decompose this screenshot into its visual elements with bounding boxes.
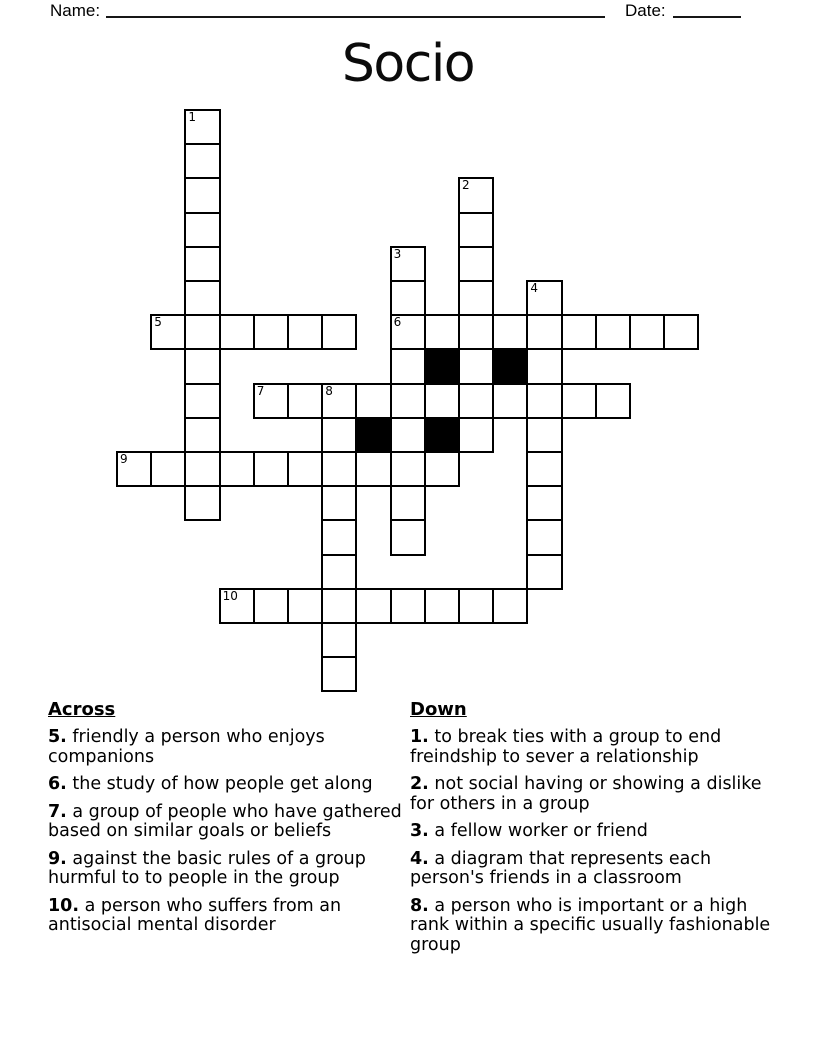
clue-text: against the basic rules of a group hurmful to to people in the group	[48, 848, 366, 888]
grid-cell[interactable]	[184, 314, 220, 350]
grid-cell[interactable]	[219, 588, 255, 624]
cell-number: 6	[393, 315, 402, 330]
clue-item	[410, 728, 772, 767]
clue-number: 2.	[410, 774, 429, 794]
grid-cell[interactable]	[184, 212, 220, 248]
grid-cell[interactable]	[390, 280, 426, 316]
grid-cell[interactable]	[526, 383, 562, 419]
grid-cell[interactable]	[526, 554, 562, 590]
clue-text: a person who suffers from an antisocial mental disorder	[48, 895, 342, 935]
grid-cell[interactable]	[321, 656, 357, 692]
grid-cell-black	[424, 348, 460, 384]
down-clues	[410, 699, 772, 963]
clue-item	[48, 728, 410, 767]
grid-cell[interactable]	[253, 314, 289, 350]
grid-cell[interactable]	[526, 417, 562, 453]
cell-number: 5	[154, 315, 162, 330]
grid-cell[interactable]	[492, 383, 528, 419]
clue-item	[48, 850, 410, 889]
grid-cell[interactable]	[458, 314, 494, 350]
grid-cell[interactable]	[184, 280, 220, 316]
grid-cell[interactable]	[526, 451, 562, 487]
clue-number: 7.	[48, 801, 67, 822]
grid-cell-black	[424, 417, 460, 453]
grid-cell[interactable]	[321, 519, 357, 555]
grid-cell[interactable]	[219, 314, 255, 350]
clue-item	[410, 775, 772, 814]
grid-cell[interactable]	[390, 314, 426, 350]
clue-text: a fellow worker or friend	[428, 821, 648, 841]
grid-cell[interactable]	[561, 383, 597, 419]
clue-item	[48, 775, 410, 795]
grid-cell[interactable]	[253, 588, 289, 624]
grid-cell[interactable]	[526, 485, 562, 521]
grid-cell-black	[492, 348, 528, 384]
clue-number: 8.	[410, 895, 429, 916]
grid-cell[interactable]	[492, 314, 528, 350]
grid-cell[interactable]	[663, 314, 699, 350]
clue-text: the study of how people get along	[66, 774, 373, 794]
cell-number: 10	[222, 588, 238, 603]
date-label: Date:	[625, 1, 666, 20]
grid-cell[interactable]	[458, 177, 494, 213]
grid-cell[interactable]	[355, 383, 391, 419]
grid-cell[interactable]	[595, 383, 631, 419]
clue-text: not social having or showing a dislike for others in a group	[410, 774, 762, 814]
clue-text: a person who is important or a high rank within a specific usually fashionable group	[410, 895, 771, 955]
across-heading: Across	[48, 699, 116, 720]
grid-cell[interactable]	[184, 143, 220, 179]
grid-cell[interactable]	[321, 417, 357, 453]
grid-cell[interactable]	[150, 314, 186, 350]
grid-cell[interactable]	[219, 451, 255, 487]
grid-cell[interactable]	[526, 348, 562, 384]
grid-cell[interactable]	[629, 314, 665, 350]
clue-number: 6.	[48, 774, 67, 794]
grid-cell[interactable]	[595, 314, 631, 350]
cell-number: 4	[530, 281, 539, 295]
grid-cell[interactable]	[458, 588, 494, 624]
clue-item	[48, 803, 410, 842]
grid-cell[interactable]	[458, 246, 494, 282]
grid-cell[interactable]	[184, 417, 220, 453]
grid-cell[interactable]	[184, 109, 220, 145]
clue-item	[410, 822, 772, 842]
grid-cell[interactable]	[390, 588, 426, 624]
grid-cell[interactable]	[526, 280, 562, 316]
clue-item	[410, 897, 772, 956]
grid-cell[interactable]	[184, 177, 220, 213]
grid-cell[interactable]	[150, 451, 186, 487]
grid-cell[interactable]	[390, 485, 426, 521]
grid-cell[interactable]	[390, 451, 426, 487]
grid-cell[interactable]	[458, 348, 494, 384]
grid-cell[interactable]	[390, 383, 426, 419]
grid-cell[interactable]	[355, 451, 391, 487]
grid-cell[interactable]	[424, 451, 460, 487]
grid-cell[interactable]	[390, 417, 426, 453]
grid-cell[interactable]	[287, 383, 323, 419]
grid-cell[interactable]	[424, 588, 460, 624]
grid-cell[interactable]	[287, 588, 323, 624]
grid-cell[interactable]	[321, 485, 357, 521]
grid-cell[interactable]	[184, 383, 220, 419]
grid-cell[interactable]	[390, 246, 426, 282]
grid-cell[interactable]	[287, 314, 323, 350]
puzzle-title: Socio	[341, 34, 475, 94]
across-clue-list	[48, 728, 410, 936]
clue-text: friendly a person who enjoys companions	[48, 727, 325, 767]
grid-cell[interactable]	[184, 451, 220, 487]
grid-cell[interactable]	[458, 417, 494, 453]
clue-text: to break ties with a group to end freindship to sever a relationship	[410, 727, 722, 767]
grid-cell[interactable]	[287, 451, 323, 487]
grid-cell[interactable]	[321, 451, 357, 487]
grid-cell[interactable]	[390, 348, 426, 384]
grid-cell[interactable]	[184, 348, 220, 384]
clue-text: a group of people who have gathered based on similar goals or beliefs	[48, 801, 402, 841]
grid-cell[interactable]	[321, 622, 357, 658]
grid-cell[interactable]	[526, 314, 562, 350]
cell-number: 3	[393, 246, 402, 261]
grid-cell[interactable]	[321, 383, 357, 419]
name-label: Name:	[50, 1, 101, 20]
down-heading: Down	[410, 699, 467, 720]
grid-cell[interactable]	[390, 519, 426, 555]
cell-number: 2	[462, 178, 470, 193]
grid-cell[interactable]	[116, 451, 152, 487]
down-clue-list	[410, 728, 772, 955]
grid-cell[interactable]	[458, 212, 494, 248]
clue-item	[410, 850, 772, 889]
grid-cell[interactable]	[424, 383, 460, 419]
grid-cell[interactable]	[253, 383, 289, 419]
grid-cell[interactable]	[458, 280, 494, 316]
clue-number: 1.	[410, 727, 429, 747]
clue-number: 3.	[410, 821, 429, 841]
clue-number: 5.	[48, 727, 67, 747]
grid-cell[interactable]	[321, 554, 357, 590]
clue-number: 10.	[48, 895, 80, 916]
grid-cell[interactable]	[184, 485, 220, 521]
cell-number: 9	[120, 452, 128, 466]
grid-cell[interactable]	[492, 588, 528, 624]
grid-cell[interactable]	[321, 314, 357, 350]
grid-cell[interactable]	[253, 451, 289, 487]
clue-text: a diagram that represents each person's friends in a classroom	[410, 848, 712, 888]
grid-cell[interactable]	[424, 314, 460, 350]
grid-cell-black	[355, 417, 391, 453]
clue-item	[48, 897, 410, 936]
grid-cell[interactable]	[184, 246, 220, 282]
cell-number: 8	[325, 383, 333, 398]
grid-cell[interactable]	[321, 588, 357, 624]
grid-cell[interactable]	[561, 314, 597, 350]
across-clues	[48, 699, 410, 944]
grid-cell[interactable]	[355, 588, 391, 624]
grid-cell[interactable]	[526, 519, 562, 555]
clue-number: 9.	[48, 848, 67, 869]
cell-number: 7	[256, 383, 265, 398]
grid-cell[interactable]	[458, 383, 494, 419]
cell-number: 1	[188, 110, 197, 124]
clue-number: 4.	[410, 848, 429, 869]
